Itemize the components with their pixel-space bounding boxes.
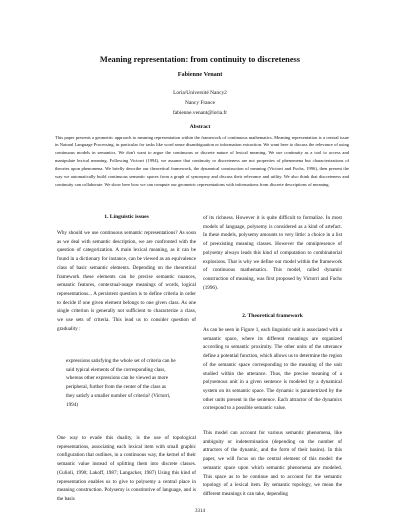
author-email: fabienne.venant@loria.fr: [172, 110, 228, 117]
body-paragraph: of its richness. However it is quite difficult to formalize. In most models of language, polysemy is considered as a kind of artefact. In these models, polysemy amounts to very little: a choice in a list of preexisting meaning classes. However the omnipresence of polysemy always leads this kind of computation to combinatorial explosions. That is why we define our model within the framework of continuous mathematics. This model, called dynamic construction of meaning, was first proposed by Victorri and Fuchs (1996).: [203, 215, 342, 291]
affiliation-line: Nancy France: [184, 100, 216, 107]
body-paragraph: As can be seen in Figure 1, each linguistic unit is associated with a semantic space, where its different meanings are organized according to semantic proximity. The other units of the utterance define a potential function, which allows us to determine the region of the semantic space corresponding to the meaning of the unit studied within the utterance. Thus, the precise meaning of a polysemous unit in a given sentence is modeled by a dynamical system on its semantic space. The dynamic is parametrized by the other units present in the sentence. Each attractor of the dynamics correspond to a possible semantic value.: [203, 327, 342, 412]
abstract-text: This paper presents a geometric approach to meaning representation within the framework of continuous mathematics. Meaning representation is a central issue in Natural Language Processing, in particular for tasks like word sense disambiguation or information extraction. We want here to discuss the relevance of using continuous models in semantics. We don't want to argue the continuous or discrete nature of lexical meaning. We use continuity as a tool to access and manipulate lexical meaning. Following Victorri (1994), we assume that continuity or discreteness are not properties of phenomena but characterizations of theories upon phenomena. We briefly describe our theoretical framework, the dynamical construction of meaning (Victorri and Fuchs, 1996), then present the way we automatically build continuous semantic spaces from a graph of synonymy and discuss their relevance and utility. We also think that discreteness and continuity can collaborate. We show here how we can compute our geometric representations with informations from discrete descriptions of meaning.: [55, 134, 349, 187]
author-name: Fabienne Venant: [177, 71, 223, 78]
body-paragraph: This model can account for various semantic phenomena, like ambiguity or indetermination (depending on the number of attractors of the dynamic, and the form of their basins). In this paper, we will focus on the central element of this model: the semantic space upon which semantic phenomena are modeled. This space as to be continue and to account for the semantic topology of a lexical item. By semantic topology, we mean the different meanings it can take, depending: [203, 430, 342, 497]
section-heading-linguistic-issues: 1. Linguistic issues: [104, 214, 149, 220]
affiliation-line: Loria/Université Nancy2: [173, 90, 227, 96]
body-paragraph: One way to evade this duality, is the use of topological representations, associating each lexical item with small graphic configuration that outlines, in a continuous way, the kernel of their semantic value instead of splitting them into discrete classes. (Culioli, 1990; Lakoff, 1987; Langacker, 1987) Using this kind of representation enables us to give to polysemy a central place in meaning construction. Polysemy is constitutive of language, and is the basis: [57, 435, 196, 502]
section-heading-theoretical-framework: 2. Theoretical framework: [242, 313, 303, 319]
affiliation-block: [0, 88, 400, 119]
block-quote: expressions satisfying the whole set of criteria can be said typical elements of the corresponding class, whereas other expressions can be viewed as more peripheral, further from the center of the class as they satisfy a smaller number of criteria? (Victorri, 1994): [66, 358, 176, 408]
body-paragraph: Why should we use continuous semantic representations? As soon as we deal with semantic description, we are confronted with the question of categorization. A main lexical meaning, as it can be found in a dictionary for instance, can be viewed as an equivalence class of basic semantic elements. Depending on the theoretical framework these elements can be precise semantic nuances, semantic features, contextual-usage meanings of words, logical representations... A persistent question is to define criteria in order to decide if one given element belongs to one given class. As one single criterion is generally not sufficient to characterize a class, we use sets of criteria. This lead us to consider question of graduality :: [57, 230, 196, 332]
page-number: 3314: [195, 509, 205, 514]
abstract-heading: Abstract: [189, 124, 211, 130]
paper-title: Meaning representation: from continuity to discreteness: [99, 55, 301, 64]
